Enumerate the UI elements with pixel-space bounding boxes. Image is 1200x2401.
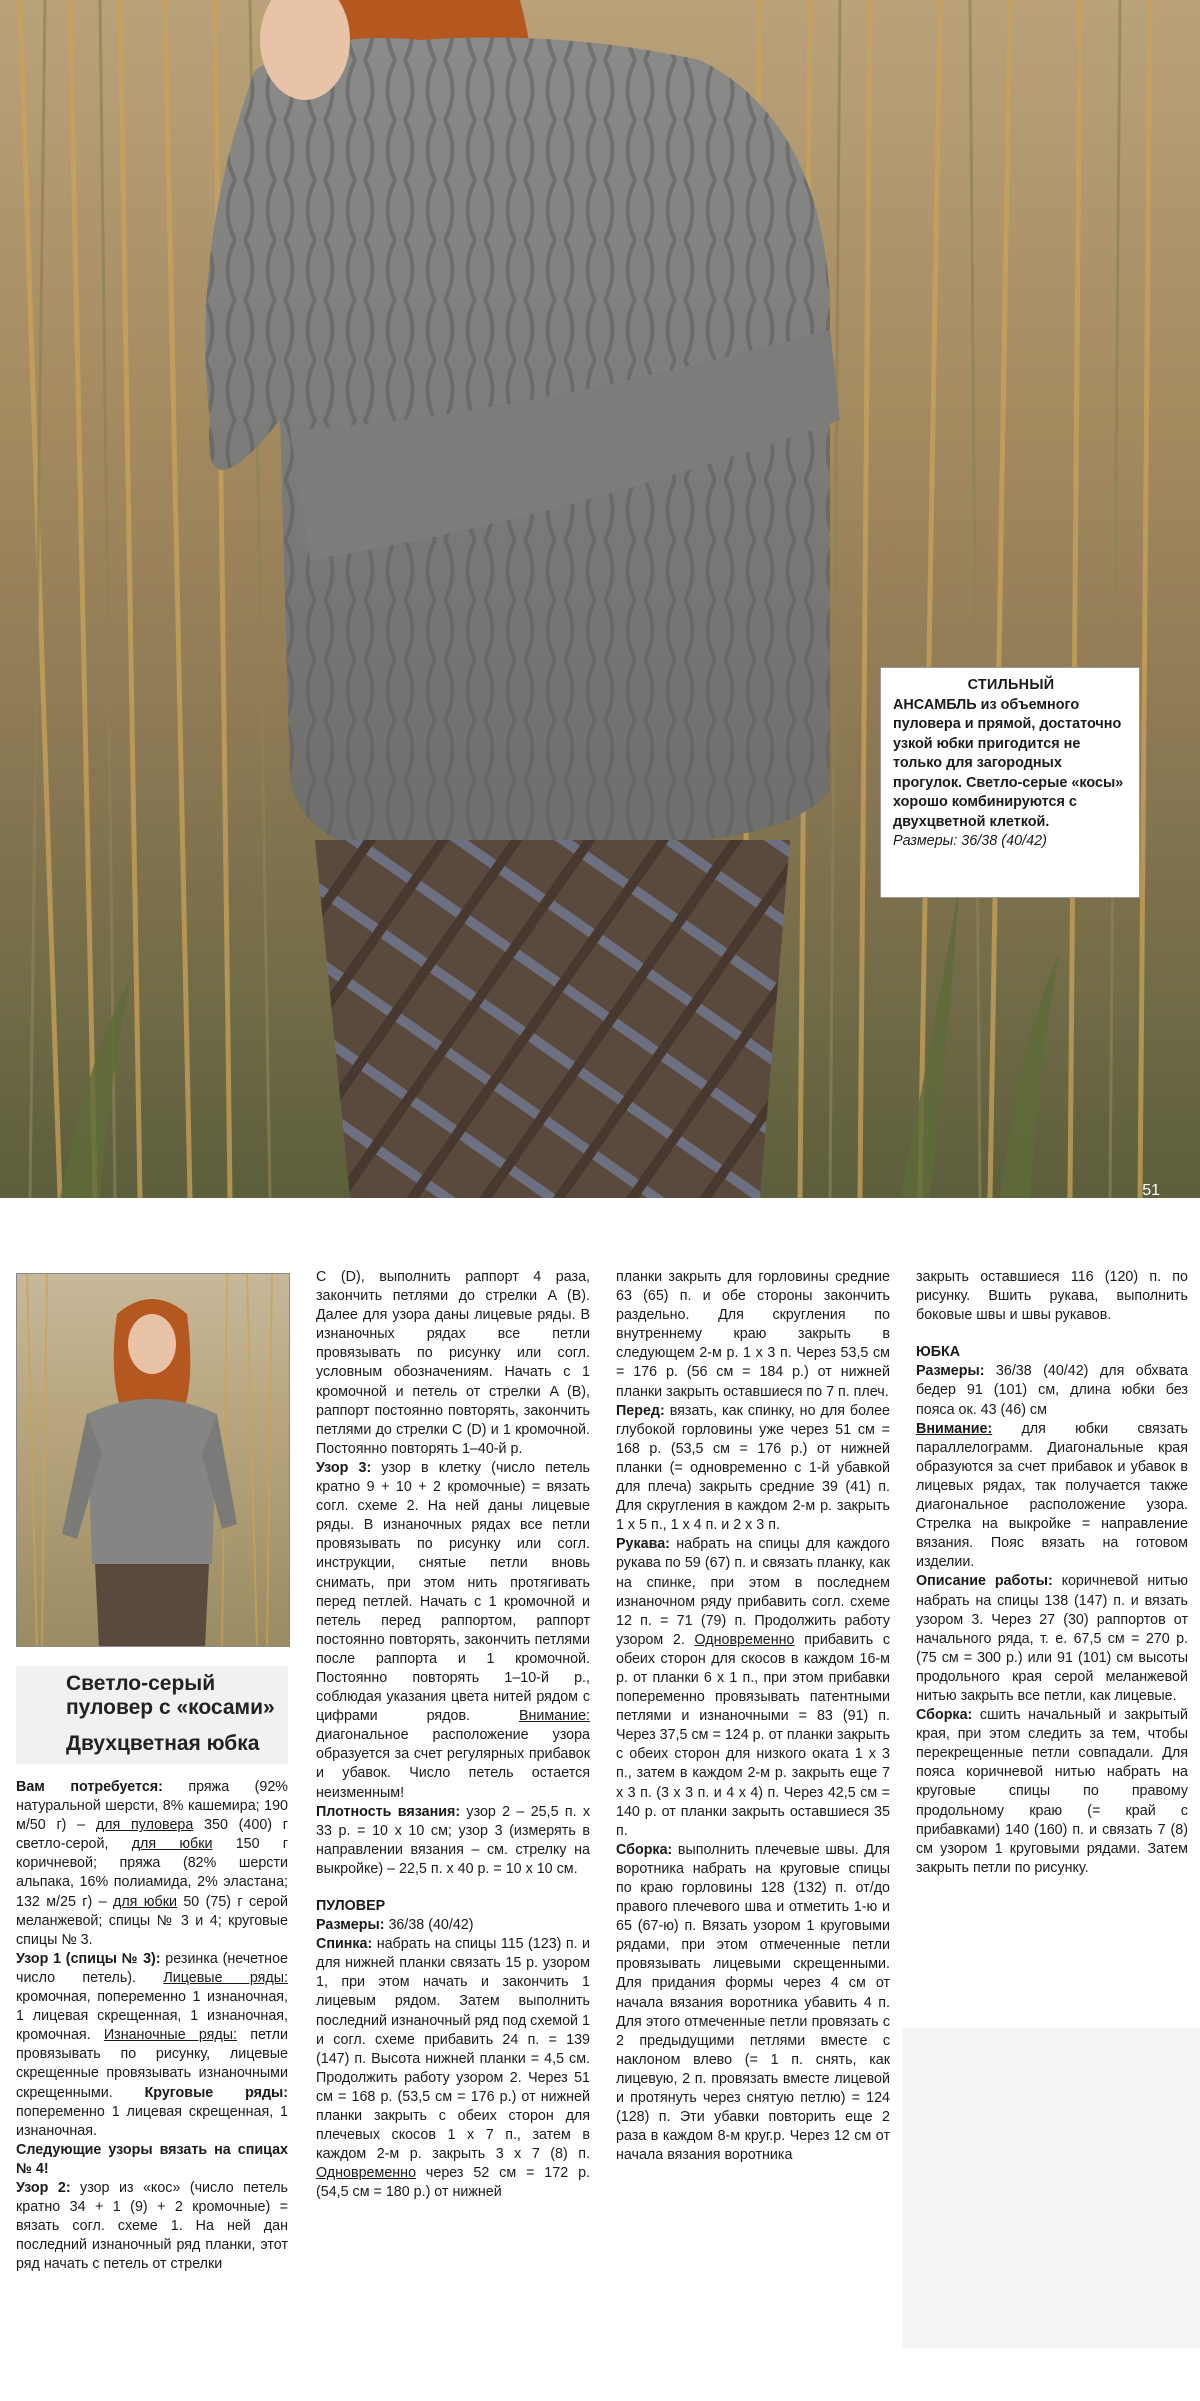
simultaneously-label: Одновременно — [316, 2165, 417, 2182]
attention-label: Внимание: — [518, 1708, 590, 1725]
text-span: для пуловера — [95, 1817, 194, 1834]
page-number: 51 — [1142, 1182, 1160, 1198]
sleeves-label: Рукава: — [616, 1536, 670, 1553]
callout-sizes: Размеры: 36/38 (40/42) — [893, 833, 1047, 849]
sleeves-paragraph — [616, 1535, 890, 1841]
text-span: вязать, как спинку, но для более глубокой горловины уже через 51 см = 168 р. (53,5 см = 176 р.) от нижней планки (= одновременно с 1-й убавкой для плеча) закрыть средние 39 (41) п. Для скругления в каждом 2-м р. закрыть 1 x 5 п., 1 x 4 п. и 2 x 3 п. — [616, 1402, 890, 1534]
text-column-1 — [16, 1778, 288, 2274]
text-span: набрать на спицы для каждого рукава по 59 (67) п. и связать планку, как на спинке, при этом в последнем изнаночном ряду прибавить согл. схеме 12 п. = 71 (79) п. Продолжить работу узором 2. — [616, 1536, 890, 1648]
callout-box — [880, 667, 1140, 898]
callout-body — [893, 696, 1129, 833]
text-span: сшить начальный и закрытый края, при этом следить за тем, чтобы перекрещенные петли совпадали. Для пояса коричневой нитью набрать на круговые спицы по правому продольному краю (= край с прибавками) 140 (160) п. и связать 7 (8) см узором 1 круговыми рядами. Затем закрыть петли по рисунку. — [916, 1707, 1188, 1876]
text-span: прибавить с обеих сторон для скосов в каждом 16-м р. от планки 6 x 1 п., при этом прибавки попеременно провязывать патентными петлями и изнаночными = 83 (91) п. Через 37,5 см = 124 р. от планки закрыть с обеих сторон для низкого оката 1 x 3 п., затем в каждом 2-м р. закрыть еще 7 x 3 п. (3 x 3 п. и 4 x 4) п. Через 42,5 см = 140 р. от планки закрыть оставшиеся 35 п. — [616, 1631, 890, 1839]
materials-paragraph — [16, 1778, 288, 1950]
text-span: набрать на спицы 115 (123) п. и для нижней планки связать 15 р. узором 1, при этом начать и закончить 1 лицевым рядом. Затем выполнить последний изнаночный ряд под схемой 1 и согл. схеме прибавить 24 п. = 139 (147) п. Высота нижней планки = 4,5 см. Продолжить работу узором 2. Через 51 см = 168 р. (53,5 см = 176 р.) от нижней планки закрыть с обеих сторон для плечевых скосов 1 x 7 п., затем в каждом 2-м р. закрыть 3 x 7 (8) п. — [316, 1936, 590, 2163]
assembly-label: Сборка: — [616, 1841, 673, 1858]
round-rows-label: Круговые ряды: — [144, 2084, 289, 2101]
text-span: выполнить плечевые швы. Для воротника набрать на круговые спицы по краю горловины 128 (132) п. от/до правого плечевого шва и отметить 1-ю и 65 (67-ю) п. Вязать узором 1 круговыми рядами, при этом отмеченные петли провязывать лицевыми скрещенными. Для придания формы через 4 см от начала вязания воротника убавить 4 п. Для этого отмеченные петли провязать с 2 предыдущими петлями вместе с наклоном влево (= 1 п. снять, как лицевую, 2 п. провязать вместе лицевой и протянуть через снятую петлю) = 124 (128) п. Эти убавки повторить еще 2 раза в каждом 8-м круг.р. Через 12 см от начала вязания воротника — [616, 1841, 890, 2164]
text-column-4 — [916, 1268, 1188, 1878]
back-label: Спинка: — [316, 1936, 373, 1953]
shaded-area — [902, 2028, 1200, 2348]
text-column-3 — [616, 1268, 890, 2165]
gauge-paragraph — [316, 1803, 590, 1879]
skirt-attention — [916, 1420, 1188, 1573]
section-heading-skirt: ЮБКА — [916, 1344, 961, 1361]
skirt-title: Двухцветная юбка — [66, 1732, 260, 1755]
text-span: Лицевые ряды: — [163, 1969, 289, 1986]
text-span: узор из «кос» (число петель кратно 34 + 1 (9) + 2 кромочные) = вязать согл. схеме 1. На ней дан последний изнаночный ряд планки, этот ряд начать с петель от стрелки — [16, 2179, 288, 2273]
assembly-paragraph — [616, 1841, 890, 2166]
attention-label: Внимание: — [916, 1420, 993, 1437]
section-heading-sweater: ПУЛОВЕР — [316, 1898, 386, 1914]
needles-note-text: Следующие узоры вязать на спицах № 4! — [16, 2141, 288, 2177]
gauge-label: Плотность вязания: — [316, 1803, 461, 1820]
callout-text: из объемного пуловера и прямой, достаточно узкой юбки пригодится не только для загородных прогулок. Светло-серые «косы» хорошо комбинируются с двухцветной клеткой. — [893, 696, 1124, 830]
pattern1-label: Узор 1 (спицы № 3): — [16, 1950, 161, 1967]
front-paragraph — [616, 1402, 890, 1536]
sizes-label: Размеры: — [916, 1363, 985, 1380]
text-span: коричневой нитью набрать на спицы 138 (147) п. и вязать узором 3. Через 27 (30) раппортов от начального ряда, т. е. 67,5 см = 270 р. (75 см = 300 р.) или 91 (101) см высоты продольного края серой меланжевой нитью закрыть все петли, как лицевые. — [916, 1573, 1188, 1704]
assembly-continued: закрыть оставшиеся 116 (120) п. по рисунку. Вшить рукава, выполнить боковые швы и швы рукавов. — [916, 1269, 1188, 1324]
pattern2-continued: C (D), выполнить раппорт 4 раза, закончить петлями до стрелки A (B). Далее для узора даны лицевые ряды. В изнаночных рядах все петли провязывать по рисунку или согл. условным обозначениям. Начать с 1 кромочной и петель от стрелки A (B), раппорт постоянно повторять, закончить петлями до стрелки C (D) и 1 кромочной. Постоянно повторять 1–40-й р. — [316, 1269, 590, 1457]
text-span: 50 (75) г серой меланжевой; спицы № 3 и 4; круговые спицы № 3. — [16, 1893, 289, 1948]
thumbnail-photo — [16, 1273, 290, 1647]
pattern3-label: Узор 3: — [316, 1459, 372, 1476]
assembly-label: Сборка: — [916, 1707, 973, 1724]
work-description — [916, 1572, 1188, 1706]
sweater-title: Светло-серый пуловер с «косами» — [66, 1672, 275, 1719]
sweater-sizes — [316, 1916, 590, 1935]
callout-lead: АНСАМБЛЬ — [893, 696, 977, 713]
text-span: 36/38 (40/42) для обхвата бедер 91 (101) см, длина юбки без пояса ок. 43 (46) см — [916, 1363, 1188, 1418]
text-span: кромочная, попеременно 1 изнаночная, 1 лицевая скрещенная, 1 изнаночная, кромочная. — [16, 1989, 288, 2044]
skirt-sizes — [916, 1362, 1188, 1419]
text-span: через 52 см = 172 р. (54,5 см = 180 р.) от нижней — [316, 2165, 590, 2201]
thumbnail-illustration — [17, 1274, 289, 1646]
materials-label: Вам потребуется: — [16, 1779, 163, 1795]
sizes-label: Размеры: — [316, 1917, 385, 1934]
hero-photo — [0, 0, 1200, 1198]
text-span: для юбки — [113, 1893, 177, 1910]
pattern2-paragraph — [16, 2179, 288, 2274]
text-span: диагональное расположение узора образуется за счет регулярных прибавок и убавок. Число петель остается неизменным! — [316, 1727, 590, 1801]
pattern3-paragraph — [316, 1459, 590, 1803]
text-span: 350 (400) г светло-серой, — [16, 1817, 288, 1853]
text-span: 36/38 (40/42) — [384, 1917, 474, 1934]
hero-illustration — [0, 0, 1200, 1198]
front-label: Перед: — [616, 1402, 665, 1419]
text-span: узор 2 – 25,5 п. x 33 р. = 10 x 10 см; узор 3 (измерять в направлении вязания – см. стрелку на выкройке) – 22,5 п. x 40 р. = 10 x 10 см. — [316, 1803, 590, 1877]
pattern2-label: Узор 2: — [16, 2179, 71, 2196]
skirt-assembly — [916, 1706, 1188, 1878]
work-description-label: Описание работы: — [916, 1573, 1053, 1590]
back-paragraph — [316, 1935, 590, 2202]
text-span: попеременно 1 лицевая скрещенная, 1 изнаночная. — [16, 2103, 288, 2139]
pattern1-paragraph — [16, 1950, 288, 2141]
callout-title: СТИЛЬНЫЙ — [967, 677, 1055, 693]
back-continued: планки закрыть для горловины средние 63 (65) п. и обе стороны закончить раздельно. Для скругления по внутреннему краю закрыть в следующем 2-м р. 1 x 3 п. Через 53,5 см = 176 р. (56 см = 184 р.) от нижней планки закрыть оставшиеся по 7 п. плеч. — [616, 1269, 890, 1400]
text-span: для юбки — [131, 1836, 213, 1853]
text-span: пряжа (92% натуральной шерсти, 8% кашемира; 190 м/50 г) – — [16, 1779, 288, 1834]
text-span: узор в клетку (число петель кратно 9 + 10 + 2 кромочные) = вязать согл. схеме 2. На ней даны лицевые ряды. В изнаночных рядах все петли провязывать по рисунку или согл. инструкции, снятые петли вновь снимать, при этом нить протягивать перед петлей. Начать с 1 кромочной и петель перед раппортом, раппорт постоянно повторять, закончить петлями после раппорта и 1 кромочной. Постоянно повторять 1–10-й р., соблюдая указания цвета нитей рядом с цифрами рядов. — [316, 1459, 590, 1725]
article-titles — [16, 1666, 288, 1764]
text-span: 150 г коричневой; пряжа (82% шерсти альпака, 16% полиамида, 2% эластана; 132 м/25 г) – — [16, 1836, 288, 1910]
text-column-2 — [316, 1268, 590, 2203]
text-span: петли провязывать по рисунку, лицевые скрещенные провязывать изнаночными скрещенными. — [16, 2027, 288, 2101]
simultaneously-label: Одновременно — [694, 1631, 795, 1648]
text-span: резинка (нечетное число петель). — [16, 1950, 288, 1986]
text-span: Изнаночные ряды: — [103, 2027, 237, 2044]
needles-note — [16, 2141, 288, 2179]
text-span: для юбки связать параллелограмм. Диагональные края образуются за счет прибавок и убавок в лицевых рядах, так получается также диагональное расположение узора. Стрелка на выкройке = направление вязания. Пояс вязать на готовом изделии. — [916, 1420, 1188, 1571]
